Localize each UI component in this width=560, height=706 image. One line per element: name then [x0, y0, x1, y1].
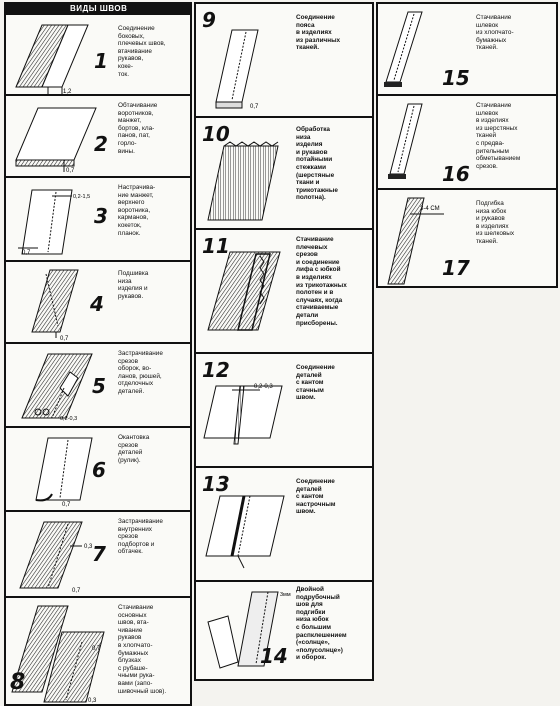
seam-cell-2 [4, 96, 192, 178]
seam-cell-10 [194, 118, 374, 230]
seam-cell-4 [4, 262, 192, 344]
seam-cell-3 [4, 178, 192, 262]
seam-description: Соединение деталей с кантом настрочным швом. [296, 478, 336, 516]
seam-dim-label: 0,7 [62, 502, 71, 508]
seam-description: Стачивание основных швов, вта- чивание рукавов в хлопчато- бумажных блузках с рубаше- чными рука- вами (запо- шивочный шов). [118, 604, 167, 695]
seam-illustration-2 [8, 100, 108, 176]
seam-dim-label: 0,2-0,3 [254, 384, 273, 390]
seam-cell-8 [4, 598, 192, 706]
seam-number: 13 [202, 472, 230, 496]
seam-description: Обтачивание воротников, манжет, бортов, кла- панов, пат, горло- вины. [118, 102, 158, 155]
seam-dim-label: 0,2-1,5 [73, 194, 91, 200]
seam-description: Застрачивание внутренних срезов подбортов и обтачек. [118, 518, 163, 556]
seam-number: 1 [94, 49, 108, 73]
page-title: ВИДЫ ШВОВ [4, 2, 192, 15]
seam-number: 8 [10, 670, 26, 695]
seam-number: 16 [442, 162, 470, 186]
seam-cell-6 [4, 428, 192, 512]
seam-cell-5 [4, 344, 192, 428]
seam-column-2 [194, 2, 374, 681]
seam-dim-label: 0,7 [72, 588, 81, 594]
seam-dim-label: 1,2 [63, 89, 72, 95]
seam-number: 4 [90, 292, 104, 316]
seam-dim-label: 0,2-0,3 [60, 416, 78, 422]
seam-description: Стачивание плечевых срезов и соединение лифа с юбкой в изделиях из трикотажных полотен и в случаях, когда стачиваемые детали присборены. [296, 236, 347, 327]
seam-number: 10 [202, 122, 230, 146]
seam-description: Соединение боковых, плечевых швов, втачивание рукавов, коке- ток. [118, 25, 166, 78]
seam-dim-label: 3-4 СМ [420, 206, 440, 212]
seam-dim-label: 0,7 [66, 168, 75, 174]
seam-description: Подшивка низа изделия и рукавов. [118, 270, 149, 300]
seam-description: Соединение деталей с кантом стачным швом. [296, 364, 335, 402]
seam-description: Настрачива- ние манжет, верхнего воротника, карманов, кокеток, планок. [118, 184, 156, 237]
seam-description: Подгибка низа юбок и рукавов в изделиях из шелковых тканей. [476, 200, 515, 245]
seam-cell-1 [4, 15, 192, 96]
seam-number: 14 [260, 644, 288, 668]
seam-dim-label: 0,7 [22, 250, 31, 256]
seam-cell-12 [194, 354, 374, 468]
seam-dim-label: 0,7 [60, 336, 69, 342]
seam-cell-15 [376, 2, 558, 96]
seam-number: 9 [202, 8, 216, 32]
seam-cell-9 [194, 2, 374, 118]
seam-illustration-1 [8, 19, 108, 95]
seam-description: Застрачивание срезов оборок, во- ланов, рюшей, отделочных деталей. [118, 350, 163, 395]
seam-description: Обработка низа изделия и рукавов потайными стежками (шерстяные ткани и трикотажные полотна). [296, 126, 338, 202]
seam-column-3 [376, 2, 558, 288]
seam-cell-17 [376, 190, 558, 288]
seam-description: Двойной подрубочный шов для подгибки низа юбок с большим распклешением («солнце», «полусолнце») и оборок. [296, 586, 347, 662]
seam-description: Соединение пояса в изделиях из различных тканей. [296, 14, 341, 52]
seam-number: 3 [94, 204, 108, 228]
seam-number: 11 [202, 234, 230, 258]
seam-number: 5 [92, 374, 106, 398]
seam-dim-label: 0,3 [88, 698, 97, 704]
seam-number: 17 [442, 256, 470, 280]
seam-illustration-3 [8, 182, 108, 260]
seam-dim-label: 0,7 [92, 646, 101, 652]
seam-number: 2 [94, 132, 108, 156]
seam-number: 7 [92, 542, 106, 566]
seam-cell-11 [194, 230, 374, 354]
seam-dim-label: 3мм [280, 592, 291, 598]
seam-number: 15 [442, 66, 470, 90]
seam-cell-7 [4, 512, 192, 598]
seam-dim-label: 0,7 [250, 104, 259, 110]
seam-cell-14 [194, 582, 374, 681]
seam-description: Стачивание шлевок из хлопчато- бумажных тканей. [476, 14, 514, 52]
seam-column-1 [4, 2, 192, 706]
seam-number: 12 [202, 358, 230, 382]
seam-number: 6 [92, 458, 106, 482]
seam-description: Окантовка срезов деталей (рулик). [118, 434, 150, 464]
seam-dim-label: 0,3 [84, 544, 93, 550]
seam-cell-16 [376, 96, 558, 190]
seam-cell-13 [194, 468, 374, 582]
seam-description: Стачивание шлевок в изделиях из шерстяных тканей с предва- рительным обметыванием срезов. [476, 102, 521, 170]
